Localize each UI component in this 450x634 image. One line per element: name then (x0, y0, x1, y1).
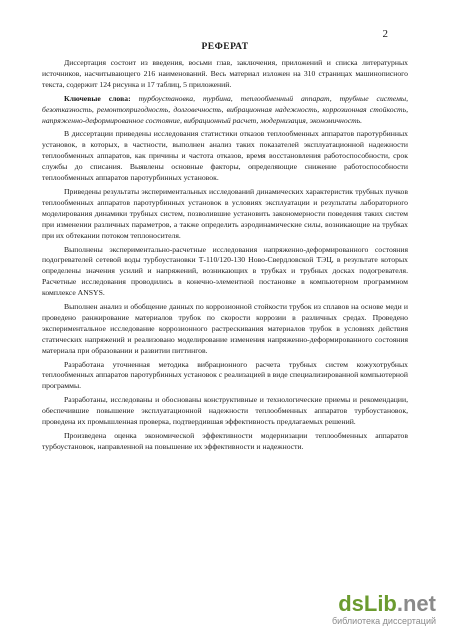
keywords-text: турбоустановка, турбина, теплообменный аппарат, трубные системы, безотказность, ремонтопригодность, долговечность, вибрационная надежность, коррозионная стойкость, напряженно-деформированное состояние, вибрационный расчет, модернизация, экономичность. (42, 93, 409, 125)
watermark[interactable] (332, 593, 436, 626)
body-paragraph: Разработана уточненная методика вибрационного расчета трубных систем кожухотрубных теплообменных аппаратов паротурбинных установок с реализацией в виде специализированной компьютерной программы. (42, 359, 408, 391)
body-paragraph: Выполнен анализ и обобщение данных по коррозионной стойкости трубок из сплавов на основе меди и проведено ранжирование материалов трубок по скорости коррозии в различных средах. Проведено экспериментальное исследование коррозионного растрескивания материалов трубок в условиях действия статических напряжений и реализовано моделирование изменения напряженно-деформированного состояния материала при образовании и развитии питтингов. (42, 302, 408, 355)
body-paragraph: Выполнены экспериментально-расчетные исследования напряженно-деформированного состояния подогревателей сетевой воды турбоустановки Т-110/120-130 Ново-Свердловской ТЭЦ, в результате которых определены значения усилий и напряжений, возникающих в трубках и трубных досках подогревателя. Расчетные исследования проводились в конечно-элементной постановке в компьютерном программном комплексе ANSYS. (42, 244, 408, 298)
keywords-paragraph (42, 94, 408, 127)
body-paragraph: Произведена оценка экономической эффективности модернизации теплообменных аппаратов турбоустановок, направленной на повышение их эффективности и надежности. (42, 431, 408, 451)
page-title: РЕФЕРАТ (201, 42, 249, 52)
document-body (42, 58, 408, 456)
watermark-subtitle: библиотека диссертаций (331, 616, 436, 626)
body-paragraph: Разработаны, исследованы и обоснованы конструктивные и технологические приемы и рекомендации, обеспечившие повышение эксплуатационной надежности теплообменных аппаратов турбоустановок, проведена их промышленная проверка, подтвердившая эффективность предлагаемых решений. (42, 395, 408, 427)
page-number: 2 (382, 28, 388, 40)
watermark-logo-main: dsLib (338, 591, 397, 616)
watermark-logo-domain: .net (396, 591, 436, 616)
body-paragraph: В диссертации приведены исследования статистики отказов теплообменных аппаратов паротурбинных установок, в которых, в частности, выполнен анализ таких показателей эксплуатационной надежности теплообменных аппаратов, как причины и частота отказов, время восстановления работоспособности, срок службы до списания. Выявлены основные факторы, определяющие снижение работоспособности теплообменных аппаратов паротурбинных установок. (42, 129, 408, 183)
body-paragraph: Приведены результаты экспериментальных исследований динамических характеристик трубных пучков теплообменных аппаратов паротурбинных установок в условиях эксплуатации и результаты лабораторного моделирования динамики трубных систем, позволившие установить закономерности поведения таких систем при изменении различных параметров, а также определить аэродинамические силы, возникающие на трубках при их обтекании потоком теплоносителя. (42, 186, 408, 240)
intro-paragraph: Диссертация состоит из введения, восьми глав, заключения, приложений и списка литературных источников, насчитывающего 216 наименований. Весь материал изложен на 310 страницах машинописного текста, содержит 124 рисунка и 17 таблиц, 5 приложений. (42, 58, 408, 89)
watermark-logo (332, 593, 436, 615)
keywords-label: Ключевые слова: (64, 93, 131, 103)
